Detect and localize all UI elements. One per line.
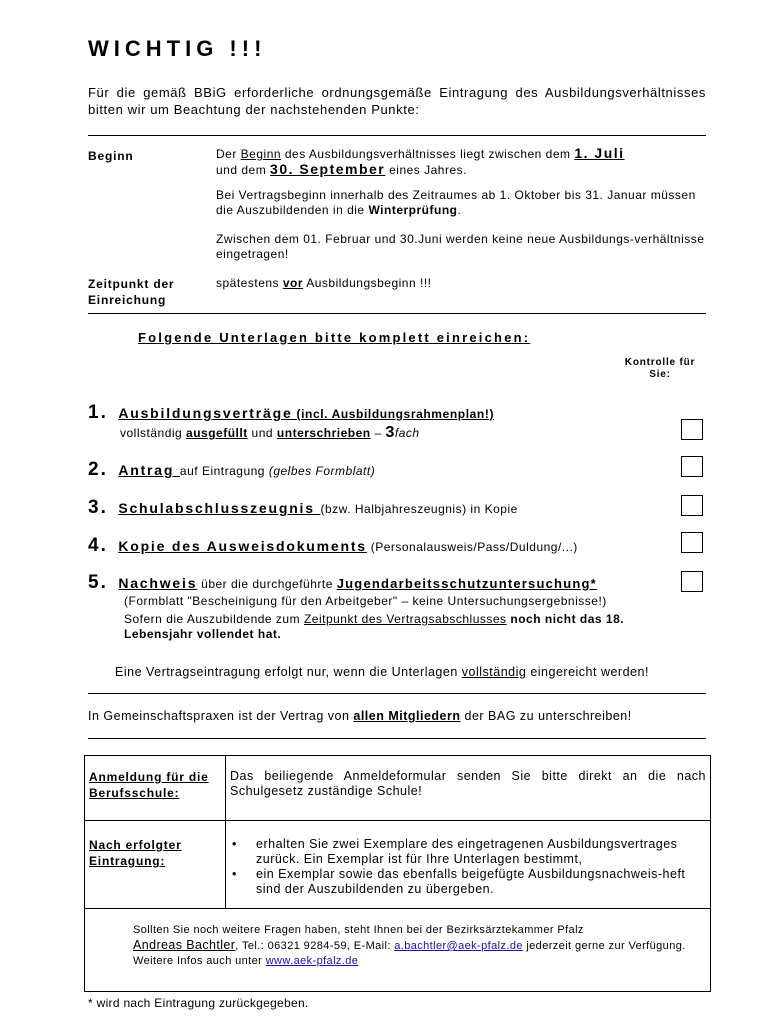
text: (bzw. Halbjahreszeugnis) in Kopie xyxy=(320,502,518,516)
count: 3 xyxy=(385,424,395,441)
checkbox-item-3[interactable] xyxy=(681,495,703,516)
text-bold: vor xyxy=(282,276,304,290)
divider xyxy=(88,313,706,314)
completeness-note xyxy=(115,665,649,680)
item-number: 4. xyxy=(88,535,108,556)
beginn-paragraph-1 xyxy=(216,146,706,178)
item-heading: Nachweis xyxy=(118,575,198,591)
divider xyxy=(88,135,706,136)
table-row-text: Das beiliegende Anmeldeformular senden Sie bitte direkt an die nach Schulgesetz zuständige Schule! xyxy=(230,769,706,798)
list-item xyxy=(88,572,678,642)
text: spätestens xyxy=(216,276,283,290)
text: des Ausbildungsverhältnisses liegt zwischen dem xyxy=(281,147,575,161)
text: Sofern die Auszubildende zum xyxy=(124,612,304,626)
list-item xyxy=(88,497,518,519)
info-table xyxy=(84,755,711,992)
text: , Tel.: 06321 9284-59, E-Mail: xyxy=(235,940,395,952)
text: Bei Vertragsbeginn innerhalb des Zeitraumes ab 1. Oktober bis 31. Januar müssen die Auszubildenden in die xyxy=(216,188,696,217)
kontrolle-label: Kontrolle für Sie: xyxy=(624,357,696,380)
item-condition xyxy=(124,612,644,642)
text: eingereicht werden! xyxy=(526,665,649,679)
item-heading: Antrag xyxy=(118,462,180,478)
table-row-label: Nach erfolgter Eintragung: xyxy=(89,838,182,868)
text: Sollten Sie noch weitere Fragen haben, steht Ihnen bei der Bezirksärztekammer Pfalz xyxy=(133,924,584,936)
text-bold: allen Mitgliedern xyxy=(353,709,461,723)
item-heading: Ausbildungsverträge xyxy=(118,405,293,421)
list-item xyxy=(88,459,375,481)
text: In Gemeinschaftspraxen ist der Vertrag von xyxy=(88,709,354,723)
item-heading-note: (incl. Ausbildungsrahmenplan!) xyxy=(292,407,495,421)
list-item: • ein Exemplar sowie das ebenfalls beigefügte Ausbildungsnachweis-heft sind der Auszubildenden zu übergeben. xyxy=(230,867,708,897)
text: Eine Vertragseintragung erfolgt nur, wenn die Unterlagen xyxy=(115,665,462,679)
text-bold: Winterprüfung xyxy=(368,203,458,217)
text-bold: Jugendarbeitsschutzuntersuchung* xyxy=(336,576,597,591)
gemeinschaft-note xyxy=(88,709,632,724)
beginn-label: Beginn xyxy=(88,149,134,163)
page-title: WICHTIG !!! xyxy=(88,36,267,61)
text: jederzeit gerne zur Verfügung. Weitere Infos auch unter xyxy=(133,940,686,967)
list-item xyxy=(88,535,578,557)
table-divider xyxy=(85,908,710,909)
section-title: Folgende Unterlagen bitte komplett einreichen: xyxy=(138,330,531,345)
table-bullet-list xyxy=(230,837,708,897)
text: Der xyxy=(216,147,241,161)
text-bold: ausgefüllt xyxy=(186,426,248,440)
checkbox-item-5[interactable] xyxy=(681,571,703,592)
text-bold: noch nicht das 18. Lebensjahr vollendet hat. xyxy=(124,612,625,641)
checkbox-item-4[interactable] xyxy=(681,532,703,553)
checkbox-item-1[interactable] xyxy=(681,419,703,440)
email-link[interactable]: a.bachtler@aek-pfalz.de xyxy=(394,940,523,952)
date-emphasis: 30. September xyxy=(270,161,386,177)
text: und xyxy=(247,426,277,440)
date-emphasis: 1. Juli xyxy=(574,145,625,161)
text: – xyxy=(370,426,386,440)
item-number: 2. xyxy=(88,459,108,480)
table-row-label: Anmeldung für die Berufsschule: xyxy=(89,770,209,800)
intro-text: Für die gemäß BBiG erforderliche ordnungsgemäße Eintragung des Ausbildungsverhältnisses bitten wir um Beachtung der nachstehenden Punkte: xyxy=(88,85,706,117)
item-heading: Kopie des Ausweisdokuments xyxy=(118,538,367,554)
text-underlined: vollständig xyxy=(461,665,527,679)
website-link[interactable]: www.aek-pfalz.de xyxy=(265,955,359,967)
text: . xyxy=(457,203,462,217)
beginn-paragraph-2 xyxy=(216,188,706,218)
text: fach xyxy=(394,426,420,440)
zeitpunkt-label: Zeitpunkt der Einreichung xyxy=(88,277,175,307)
zeitpunkt-text xyxy=(216,276,431,291)
text: eines Jahres. xyxy=(385,163,467,177)
item-number: 5. xyxy=(88,572,108,593)
text-underlined: Beginn xyxy=(240,147,282,161)
checkbox-item-2[interactable] xyxy=(681,456,703,477)
item-number: 1. xyxy=(88,402,108,423)
text-underlined: Zeitpunkt des Vertragsabschlusses xyxy=(303,612,507,626)
text-bold: unterschrieben xyxy=(276,426,371,440)
text: vollständig xyxy=(120,426,187,440)
list-item xyxy=(88,402,668,441)
text: der BAG zu unterschreiben! xyxy=(460,709,632,723)
table-divider xyxy=(85,820,710,821)
item-heading: Schulabschlusszeugnis xyxy=(118,500,321,516)
beginn-paragraph-3: Zwischen dem 01. Februar und 30.Juni werden keine neue Ausbildungs-verhältnisse eingetragen! xyxy=(216,232,705,261)
contact-name: Andreas Bachtler xyxy=(133,938,236,952)
item-number: 3. xyxy=(88,497,108,518)
table-divider xyxy=(225,756,226,908)
footnote: * wird nach Eintragung zurückgegeben. xyxy=(88,996,309,1010)
contact-info xyxy=(133,923,705,969)
text: (Personalausweis/Pass/Duldung/...) xyxy=(366,540,578,554)
text: (gelbes Formblatt) xyxy=(268,464,376,478)
text: über die durchgeführte xyxy=(197,577,337,591)
text: Ausbildungsbeginn !!! xyxy=(303,276,432,290)
item-note: (Formblatt "Bescheinigung für den Arbeitgeber" – keine Untersuchungsergebnisse!) xyxy=(124,594,607,608)
divider xyxy=(88,738,706,739)
text: auf Eintragung xyxy=(179,464,269,478)
divider xyxy=(88,693,706,694)
list-item: • erhalten Sie zwei Exemplare des eingetragenen Ausbildungsvertrages zurück. Ein Exemplar ist für Ihre Unterlagen bestimmt, xyxy=(230,837,708,867)
text: und dem xyxy=(216,163,271,177)
